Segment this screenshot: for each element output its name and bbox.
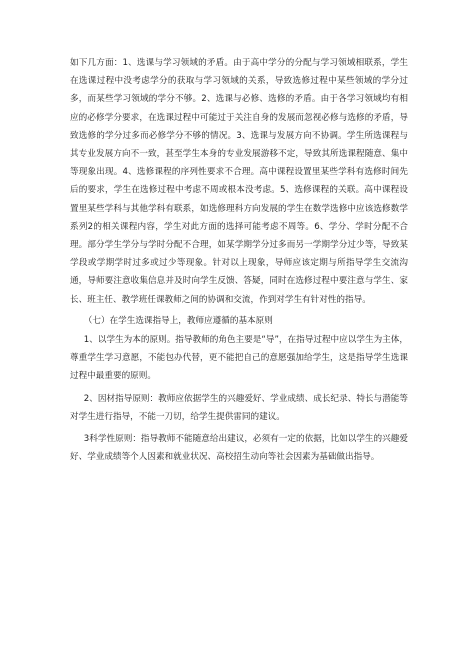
section-heading-principles: （七）在学生选课指导上，教师应遵循的基本原则 [83,315,273,326]
principle-student-centered: 1、以学生为本的原则。指导教师的角色主要是“导”，在指导过程中应以学生为主体，尊重学生学习意愿，不能包办代替，更不能把自己的意愿强加给学生，这是指导学生选课过程中最重要的原则。 [70,335,408,382]
body-paragraph-problems: 如下几方面：1、选课与学习领域的矛盾。由于高中学分的分配与学习领域相联系，学生在选课过程中没考虑学分的获取与学习领域的关系，导致选修过程中某些领域的学分过多，而某些学习领域的学分不够。2、选课与必修、选修的矛盾。由于各学习领域均有相应的必修学分要求，在选课过程中可能过于关注自身的发展而忽视必修与选修的矛盾，导致选修的学分过多而必修学分不够的情况。3、选课与发展方向不协调。学生所选课程与其专业发展方向不一致，甚至学生本身的专业发展游移不定，导致其所选课程随意、集中等现象出现。4、选修课程的序列性要求不合理。高中课程设置里某些学科有选修时间先后的要求，学生在选修过程中考虑不周或根本没考虑。5、选修课程的关联。高中课程设置里某些学科与其他学科有联系，如选修理科方向发展的学生在数学选修中应该选修数学系列2的相关课程内容，学生对此方面的选择可能考虑不周等。6、学分、学时分配不合理。部分学生学分与学时分配不合理，如某学期学分过多而另一学期学分过少等，导致某学段或学期学时过多或过少等现象。针对以上现象，导师应该定期与所指导学生交流沟通，导师要注意收集信息并及时向学生反馈、答疑，同时在选修过程中要注意与学生、家长、班主任、教学班任课教师之间的协调和交流，作到对学生有针对性的指导。 [70,58,408,305]
principle-scientific: 3科学性原则：指导教师不能随意给出建议，必须有一定的依据，比如以学生的兴趣爱好、学业成绩等个人因素和就业状况、高校招生动向等社会因素为基础做出指导。 [70,434,408,463]
principle-individualized: 2、因材指导原则：教师应依据学生的兴趣爱好、学业成绩、成长纪录、特长与潜能等对学生进行指导，不能一刀切，给学生提供雷同的建议。 [70,393,408,422]
